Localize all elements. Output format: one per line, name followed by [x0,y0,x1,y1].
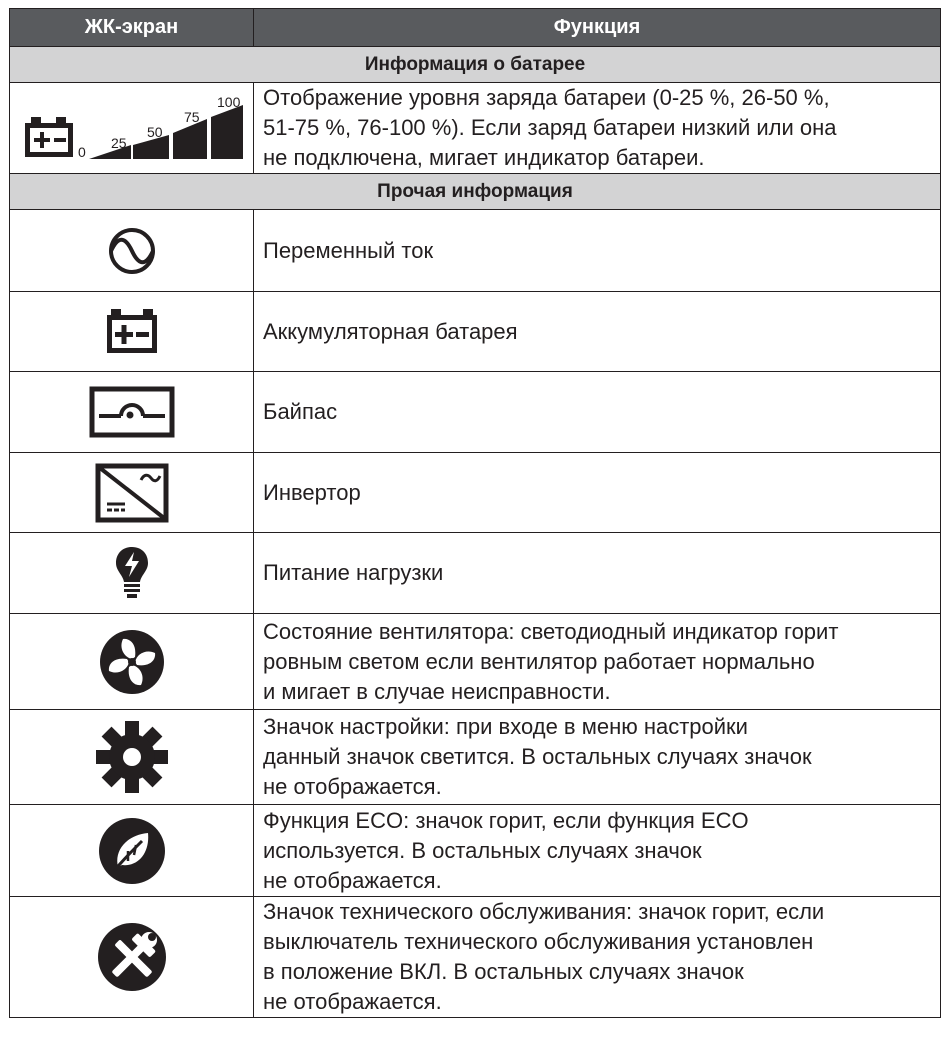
section-other-info [10,174,941,210]
bypass-icon [89,386,175,438]
function-text: Отображение уровня заряда батареи (0-25 %, 26-50 %, 51-75 %, 76-100 %). Если заряд батареи низкий или она не подключена, мигает индикатор батареи. [254,83,941,174]
table-row [10,533,941,614]
function-text: Значок технического обслуживания: значок горит, если выключатель технического обслуживания установлен в положение ВКЛ. В остальных случаях значок не отображается. [263,899,825,1014]
function-text: Функция ECO: значок горит, если функция ECO используется. В остальных случаях значок не отображается. [263,807,749,893]
ac-sine-icon [107,226,157,276]
battery-icon [105,309,159,355]
level-label-50: 50 [146,124,163,140]
table-row [10,805,941,897]
level-label-100: 100 [216,94,240,110]
function-text: Инвертор [263,479,361,505]
header-lcd-screen: ЖК-экран [10,9,254,47]
battery-level-cell [10,83,254,174]
function-text: Состояние вентилятора: светодиодный индикатор горит ровным светом если вентилятор работает нормально и мигает в случае неисправности. [263,618,839,704]
table-row [10,710,941,805]
table-row [10,83,941,174]
level-label-25: 25 [110,135,127,151]
table-row [10,614,941,710]
table-row [10,372,941,453]
lcd-function-table [9,8,941,1018]
table-row [10,292,941,372]
function-text: Значок настройки: при входе в меню настройки данный значок светится. В остальных случаях значок не отображается. [263,714,812,799]
function-text: Аккумуляторная батарея [263,318,518,344]
fan-icon [99,629,165,695]
table-header-row [10,9,941,47]
function-text: Байпас [263,399,338,424]
section-title: Прочая информация [10,174,941,210]
table-row [10,453,941,533]
section-title: Информация о батарее [10,47,941,83]
level-label-75: 75 [183,109,200,125]
section-battery-info [10,47,941,83]
level-label-0: 0 [77,144,86,160]
table-row [10,897,941,1018]
function-text: Питание нагрузки [263,560,444,585]
battery-level-icon [19,93,245,163]
settings-gear-icon [95,720,169,794]
header-function: Функция [254,9,941,47]
inverter-icon [95,463,169,523]
function-text: Переменный ток [263,237,434,263]
eco-leaf-icon [98,817,166,885]
maintenance-tools-icon [97,922,167,992]
table-row [10,210,941,292]
load-bulb-icon [115,546,149,600]
